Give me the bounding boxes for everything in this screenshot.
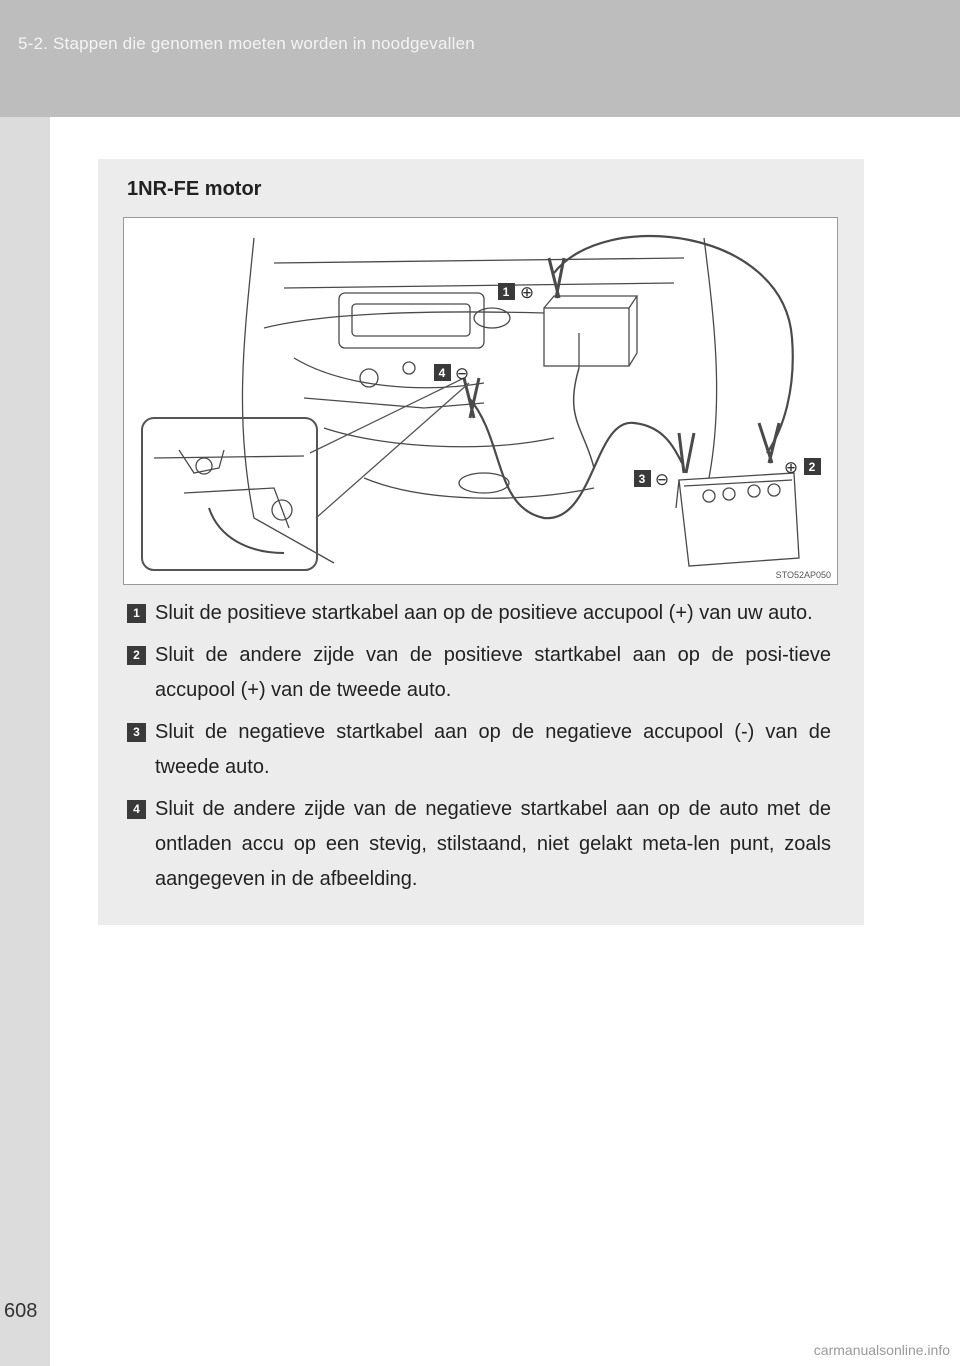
left-margin-strip xyxy=(0,117,50,1366)
step-number-badge: 3 xyxy=(127,723,146,742)
step-item xyxy=(127,715,831,785)
figure-code: STO52AP050 xyxy=(775,570,831,580)
callout-1-number: 1 xyxy=(502,285,510,299)
callout-2-sign: ⊕ xyxy=(783,458,799,477)
page-number: 608 xyxy=(4,1300,38,1322)
header-title: 5-2. Stappen die genomen moeten worden in noodgevallen xyxy=(18,34,475,53)
callout-3-sign: ⊖ xyxy=(654,470,670,489)
step-item xyxy=(127,596,831,631)
step-text: Sluit de andere zijde van de negatieve startkabel aan op de auto met de ontladen accu op een stevig, stilstaand, niet gelakt meta-len punt, zoals aangegeven in de afbeelding. xyxy=(155,798,831,890)
callout-4-sign: ⊖ xyxy=(454,364,470,383)
callout-2-number: 2 xyxy=(808,460,816,474)
step-number-badge: 2 xyxy=(127,646,146,665)
step-list xyxy=(127,596,831,904)
callout-1-sign: ⊕ xyxy=(519,283,535,302)
step-text: Sluit de positieve startkabel aan op de positieve accupool (+) van uw auto. xyxy=(155,602,813,624)
step-item xyxy=(127,792,831,897)
callout-3-number: 3 xyxy=(638,472,646,486)
callout-4-number: 4 xyxy=(438,366,446,380)
section-title: 1NR-FE motor xyxy=(127,178,262,200)
step-text: Sluit de andere zijde van de positieve startkabel aan op de posi-tieve accupool (+) van de tweede auto. xyxy=(155,644,831,701)
engine-bay-drawing xyxy=(124,218,838,585)
step-text: Sluit de negatieve startkabel aan op de negatieve accupool (-) van de tweede auto. xyxy=(155,721,831,778)
header-bar xyxy=(0,0,960,117)
step-item xyxy=(127,638,831,708)
watermark: carmanualsonline.info xyxy=(813,1342,950,1358)
step-number-badge: 4 xyxy=(127,800,146,819)
step-number-badge: 1 xyxy=(127,604,146,623)
jump-start-illustration xyxy=(123,217,838,585)
